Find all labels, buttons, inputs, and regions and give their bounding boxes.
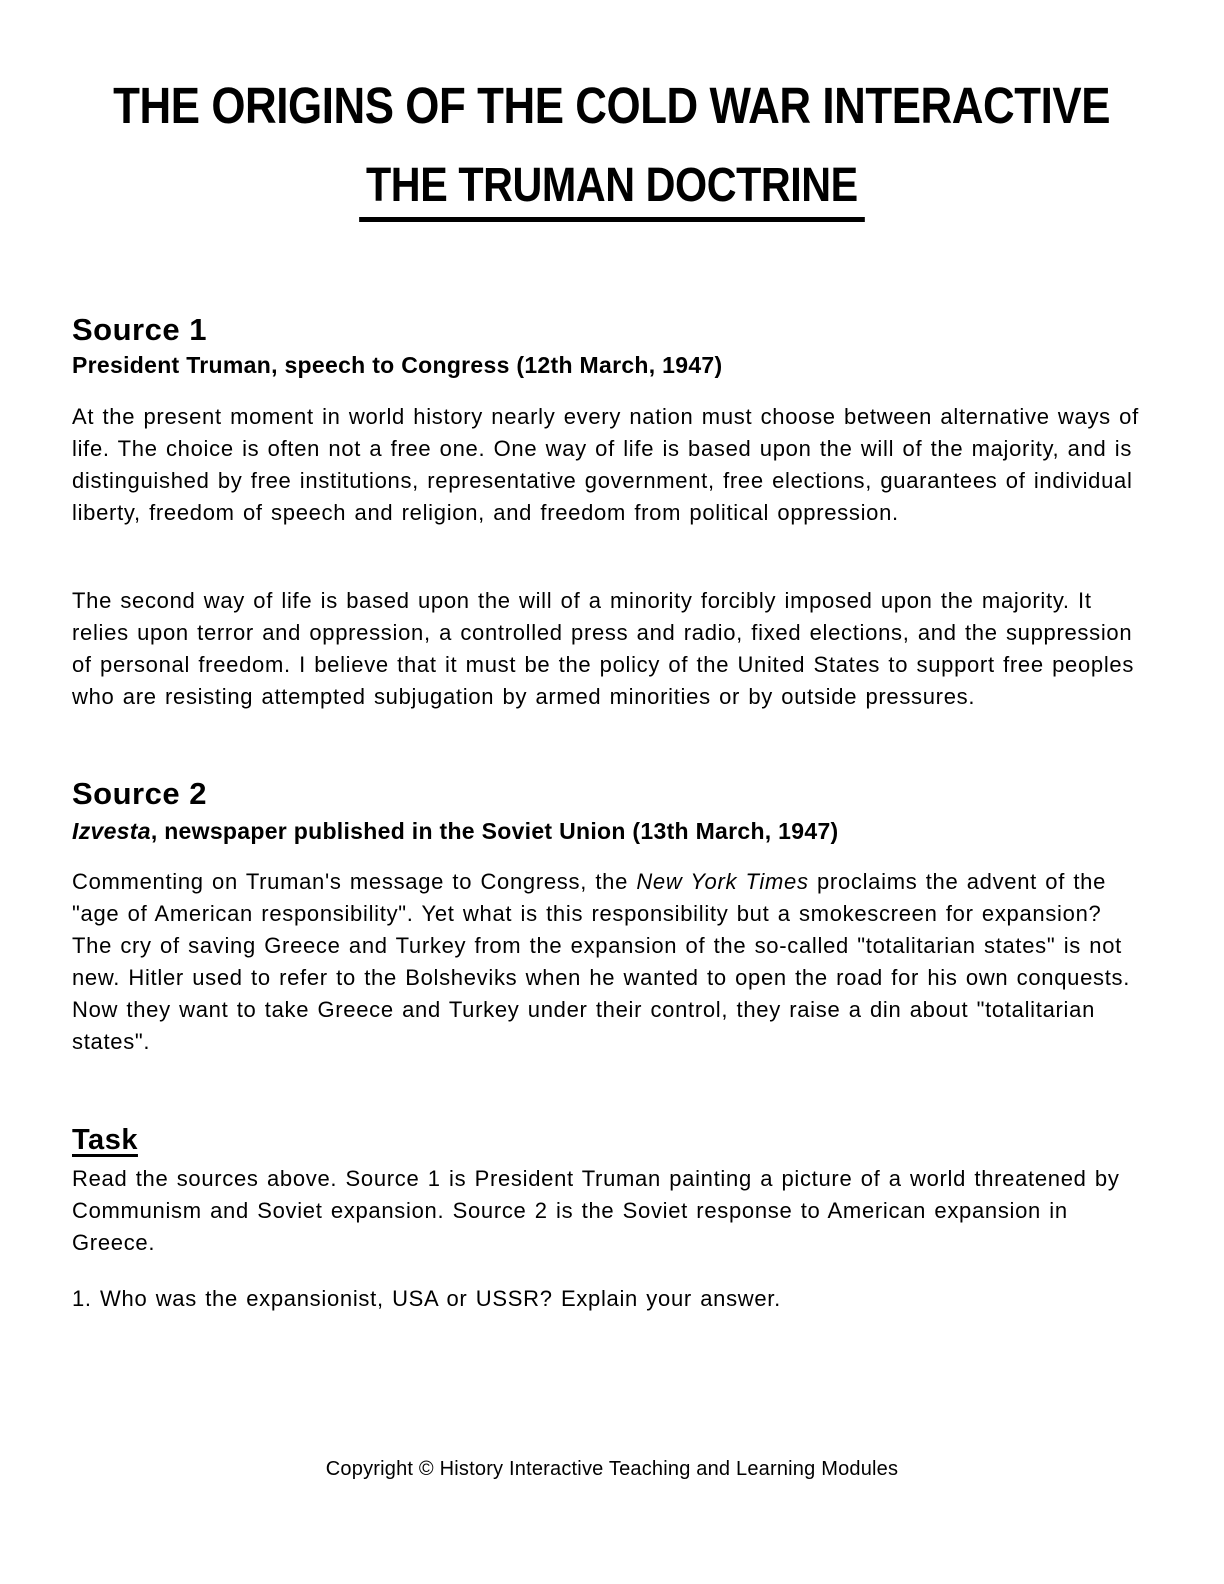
source2-heading: Source 2 — [72, 776, 207, 811]
source2-paragraph — [72, 866, 1148, 1058]
source1-heading: Source 1 — [72, 312, 207, 347]
page-title — [0, 76, 1224, 135]
source1-paragraph-2: The second way of life is based upon the will of a minority forcibly imposed upon the majority. It relies upon terror and oppression, a controlled press and radio, fixed elections, and the suppression of personal freedom. I believe that it must be the policy of the United States to support free peoples who are resisting attempted subjugation by armed minorities or by outside pressures. — [72, 588, 1135, 709]
page-title-text: THE ORIGINS OF THE COLD WAR INTERACTIVE — [113, 77, 1111, 134]
page-subtitle — [0, 158, 1224, 222]
source2-paragraph-end: proclaims the advent of the "age of American responsibility". Yet what is this responsibility but a smokescreen for expansion? The cry of saving Greece and Turkey from the expansion of the so-called "totalitarian states" is not new. Hitler used to refer to the Bolsheviks when he wanted to open the road for his own conquests. Now they want to take Greece and Turkey under their control, they raise a din about "totalitarian states". — [72, 869, 1131, 1054]
task-heading: Task — [72, 1124, 138, 1156]
task-description: Read the sources above. Source 1 is President Truman painting a picture of a world threatened by Communism and Soviet expansion. Source 2 is the Soviet response to American expansion in Greece. — [72, 1166, 1120, 1255]
task-question-1: 1. Who was the expansionist, USA or USSR? Explain your answer. — [72, 1286, 781, 1311]
source1-paragraph-1: At the present moment in world history nearly every nation must choose between alternative ways of life. The choice is often not a free one. One way of life is based upon the will of the majority, and is distinguished by free institutions, representative government, free elections, guarantees of individual liberty, freedom of speech and religion, and freedom from political oppression. — [72, 404, 1139, 525]
source2-cited-newspaper: New York Times — [636, 869, 809, 894]
source1-attribution: President Truman, speech to Congress (12th March, 1947) — [72, 352, 723, 378]
source2-attribution — [72, 818, 1148, 845]
source2-publication-name: Izvesta — [72, 818, 151, 844]
page-subtitle-text: THE TRUMAN DOCTRINE — [359, 158, 865, 222]
copyright-text: Copyright © History Interactive Teaching and Learning Modules — [325, 1458, 899, 1480]
source2-attribution-rest: , newspaper published in the Soviet Union (13th March, 1947) — [150, 818, 839, 844]
page-footer — [0, 1458, 1224, 1481]
source2-paragraph-start: Commenting on Truman's message to Congress, the — [72, 869, 637, 894]
